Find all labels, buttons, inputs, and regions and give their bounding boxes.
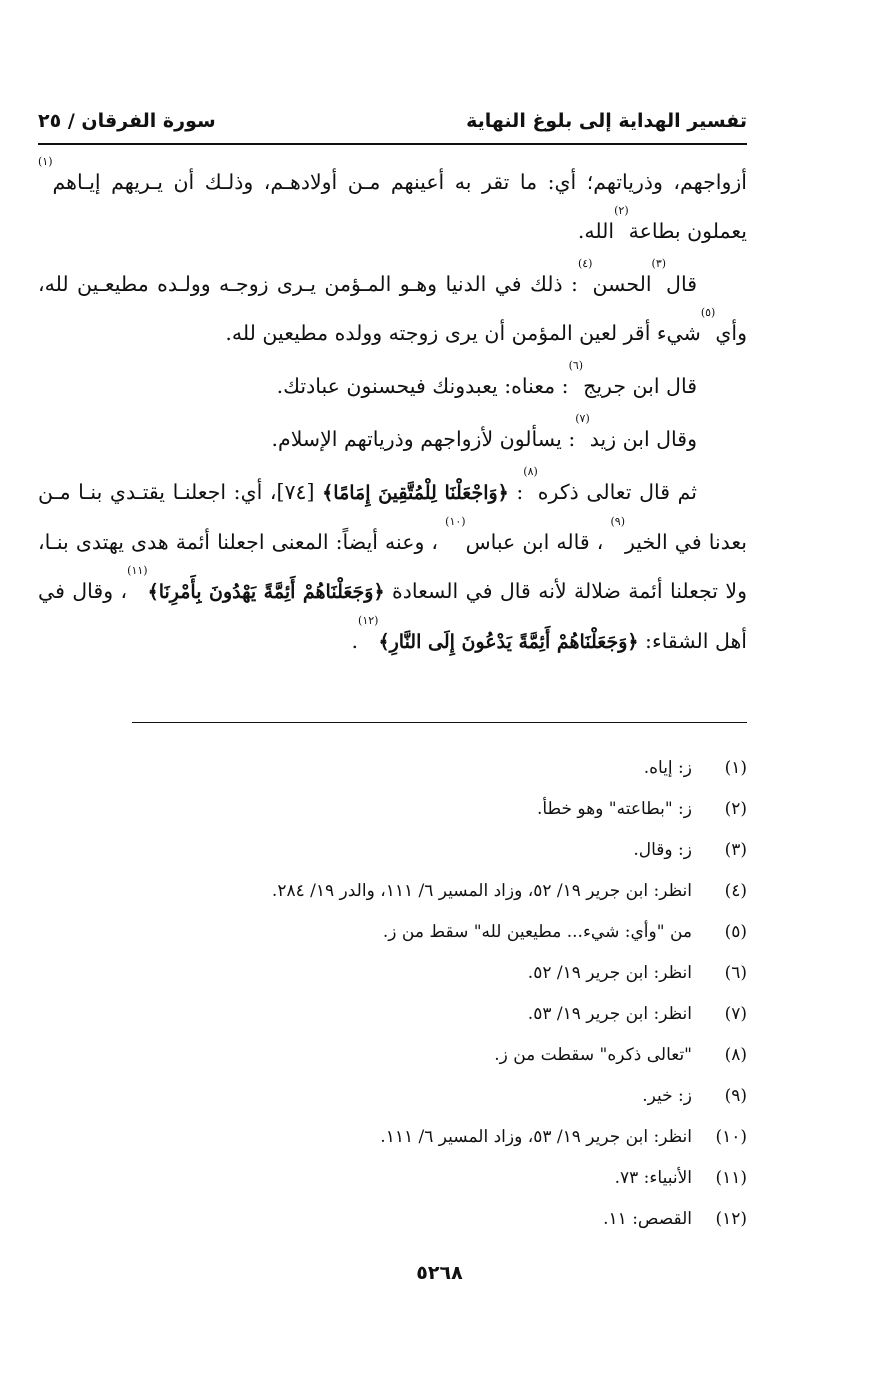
footnote-number: (٢) [724,799,747,819]
footnote-ref-2[interactable]: (٢) [614,204,629,217]
footnote-text: انظر: ابن جرير ١٩/ ٥٣. [527,1004,692,1024]
footnote-number: (٤) [724,881,747,901]
footnote-number: (١) [724,758,747,778]
footnote-ref-7[interactable]: (٧) [575,412,590,425]
footnote-number: (٥) [724,922,747,942]
footnote-10 [38,1117,747,1158]
running-header [38,98,747,132]
paragraph-5: ثم قال تعالى ذكره$^{(٨)}$: ﴿وَاجْعَلْنَا لِلْمُتَّقِينَ إِمَامًا﴾ [٧٤]، أي: اجعلنـا يقتـدي بنـا مـن بعدنا في الخير$^{(٩)}$ ، قاله ابن عباس$^{(١٠)}$ ، وعنه أيضاً: المعنى اجعلنا أئمة هدى يهتدى بنـا، ولا تجعلنا أئمة ضلالة لأنه قال في السعادة ﴿وَجَعَلْنَاهُمْ أَئِمَّةً يَهْدُونَ بِأَمْرِنَا﴾$^{(١١)}$، وقال في أهل الشقاء: ﴿وَجَعَلْنَاهُمْ أَئِمَّةً يَدْعُونَ إِلَى النَّارِ﴾$^{(١٢)}$. [38,465,747,653]
footnote-number: (٦) [724,963,747,983]
footnote-number: (٧) [724,1004,747,1024]
footnote-1 [38,748,747,789]
footnote-8 [38,1035,747,1076]
footnote-text: ز: وقال. [633,840,692,860]
footnote-ref-8[interactable]: (٨) [523,465,538,478]
surah-label: سورة الفرقان / ٢٥ [38,110,216,132]
paragraph-2: قال$^{(٣)}$الحسن$^{(٤)}$: ذلك في الدنيا وهـو المـؤمن يـرى زوجـه وولـده مطيعـين لله، وأي$^{(٥)}$شيء أقر لعين المؤمن أن يرى زوجته وولده مطيعين لله. [38,257,747,345]
paragraph-1: أزواجهم، وذرياتهم؛ أي: ما تقر به أعينهم مـن أولادهـم، وذلـك أن يـريهم إيـاهم$^{(١)}$ يعملون بطاعة$^{(٢)}$الله. [38,155,747,243]
footnote-ref-9[interactable]: (٩) [610,515,625,528]
footnote-ref-10[interactable]: (١٠) [445,515,466,528]
paragraph-3: قال ابن جريج$^{(٦)}$: معناه: يعبدونك فيحسنون عبادتك. [276,359,697,398]
footnote-number: (٣) [724,840,747,860]
footnote-text: القصص: ١١. [603,1209,692,1229]
footnote-3 [38,830,747,871]
footnote-9 [38,1076,747,1117]
footnote-11 [38,1158,747,1199]
footnote-ref-6[interactable]: (٦) [568,359,584,372]
footnote-6 [38,953,747,994]
footnote-ref-5[interactable]: (٥) [700,306,716,319]
footnote-text: انظر: ابن جرير ١٩/ ٥٣، وزاد المسير ٦/ ١١١. [380,1127,692,1147]
footnote-number: (١٠) [715,1127,747,1147]
footnote-text: انظر: ابن جرير ١٩/ ٥٢، وزاد المسير ٦/ ١١١، والدر ١٩/ ٢٨٤. [271,881,692,901]
footnotes-list [38,748,747,1240]
footnote-number: (٨) [724,1045,747,1065]
quran-verse-3: ﴿وَجَعَلْنَاهُمْ أَئِمَّةً يَدْعُونَ إِلَى النَّارِ﴾ [378,631,639,653]
footnote-ref-11[interactable]: (١١) [127,564,148,577]
footnote-text: ز: إياه. [643,758,692,778]
footnote-number: (١١) [715,1168,747,1188]
footnote-ref-12[interactable]: (١٢) [358,614,379,627]
footnote-7 [38,994,747,1035]
footnote-2 [38,789,747,830]
footnote-ref-3[interactable]: (٣) [651,257,667,270]
paragraph-4: وقال ابن زيد$^{(٧)}$: يسألون لأزواجهم وذرياتهم الإسلام. [271,412,697,451]
book-title: تفسير الهداية إلى بلوغ النهاية [466,110,747,132]
header-divider [38,143,747,145]
footnote-ref-1[interactable]: (١) [38,155,53,168]
quran-verse-2: ﴿وَجَعَلْنَاهُمْ أَئِمَّةً يَهْدُونَ بِأَمْرِنَا﴾ [147,581,385,603]
footnote-4 [38,871,747,912]
footnote-number: (١٢) [715,1209,747,1229]
footnote-text: من "وأي: شيء... مطيعين لله" سقط من ز. [382,922,692,942]
footnote-divider [132,722,747,723]
footnote-text: الأنبياء: ٧٣. [614,1168,692,1188]
footnote-ref-4[interactable]: (٤) [577,257,593,270]
footnote-text: ز: خير. [642,1086,692,1106]
page-number: ٥٢٦٨ [416,1262,463,1284]
footnote-number: (٩) [724,1086,747,1106]
footnote-12 [38,1199,747,1240]
main-text [38,155,747,671]
footnote-text: ز: "بطاعته" وهو خطأ. [536,799,692,819]
footnote-text: انظر: ابن جرير ١٩/ ٥٢. [527,963,692,983]
footnote-5 [38,912,747,953]
quran-verse-1: ﴿وَاجْعَلْنَا لِلْمُتَّقِينَ إِمَامًا﴾ [322,482,509,504]
footnote-text: "تعالى ذكره" سقطت من ز. [494,1045,692,1065]
